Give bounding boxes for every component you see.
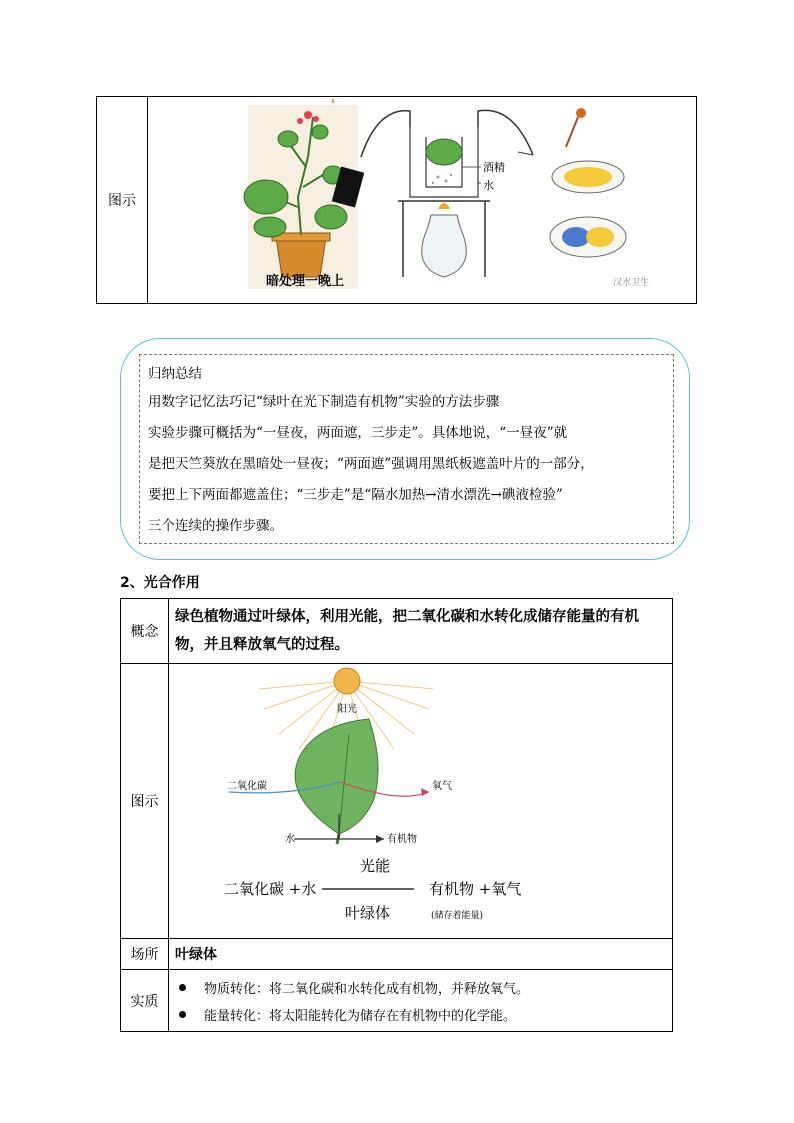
bullet-icon xyxy=(179,1011,186,1018)
list-item xyxy=(169,1001,672,1028)
summary-heading: 归纳总结 xyxy=(148,366,202,382)
o2-label: 氧气 xyxy=(432,781,452,792)
concept-label: 概念 xyxy=(121,599,169,664)
water-label: 水 xyxy=(483,179,494,192)
leaf-in-alcohol xyxy=(426,139,462,165)
flower-pot xyxy=(272,233,330,277)
organic-label: 有机物 xyxy=(387,834,417,845)
equation-left: 二氧化碳 +水 xyxy=(224,880,317,898)
dropper-icon xyxy=(576,108,586,118)
place-value: 叶绿体 xyxy=(169,939,673,970)
photosynthesis-table xyxy=(120,598,673,1032)
essence-item-text: 物质转化：将二氧化碳和水转化成有机物，并释放氧气。 xyxy=(204,981,530,997)
petri-dish-1 xyxy=(552,161,624,193)
figure-label: 图示 xyxy=(121,664,169,939)
place-label: 场所 xyxy=(121,939,169,970)
alcohol-label: 酒精 xyxy=(483,161,505,174)
summary-line: 三个连续的操作步骤。 xyxy=(148,518,283,534)
experiment-figure-table xyxy=(96,96,697,304)
co2-label: 二氧化碳 xyxy=(227,781,267,792)
essence-item-text: 能量转化：将太阳能转化为储存在有机物中的化学能。 xyxy=(204,1008,517,1024)
figure-label: 图示 xyxy=(97,97,148,303)
summary-line: 要把上下两面都遮盖住；“三步走”是“隔水加热→清水漂洗→碘液检验” xyxy=(148,487,563,503)
summary-title: 用数字记忆法巧记“绿叶在光下制造有机物”实验的方法步骤 xyxy=(148,394,500,410)
list-item xyxy=(169,974,672,1001)
summary-line: 实验步骤可概括为“一昼夜，两面遮，三步走”。具体地说，“一昼夜”就 xyxy=(148,425,568,441)
experiment-illustration xyxy=(148,97,698,303)
watermark: 汉水卫生 xyxy=(613,278,650,288)
equation-right: 有机物 +氧气 xyxy=(429,880,522,898)
water-label: 水 xyxy=(285,834,295,845)
summary-content xyxy=(139,354,674,544)
summary-box xyxy=(120,338,690,560)
section-heading: 2、光合作用 xyxy=(120,575,200,591)
equation-light: 光能 xyxy=(360,857,391,875)
bullet-icon xyxy=(179,984,186,991)
sunlight-label: 阳光 xyxy=(337,704,357,715)
essence-cell xyxy=(169,970,673,1032)
concept-text: 绿色植物通过叶绿体，利用光能，把二氧化碳和水转化成储存能量的有机物，并且释放氧气的过程。 xyxy=(169,599,673,664)
summary-line: 是把天竺葵放在黑暗处一昼夜；“两面遮”强调用黑纸板遮盖叶片的一部分， xyxy=(148,456,594,472)
figure-caption: 暗处理一晚上 xyxy=(266,274,345,289)
essence-label: 实质 xyxy=(121,970,169,1032)
experiment-figure-cell xyxy=(148,97,696,303)
photosynthesis-figure-cell xyxy=(169,664,673,939)
photosynthesis-diagram xyxy=(169,664,672,934)
equation-note: (储存着能量) xyxy=(431,911,484,921)
petri-dish-2 xyxy=(550,217,626,257)
equation-chlorophyll: 叶绿体 xyxy=(345,904,391,922)
